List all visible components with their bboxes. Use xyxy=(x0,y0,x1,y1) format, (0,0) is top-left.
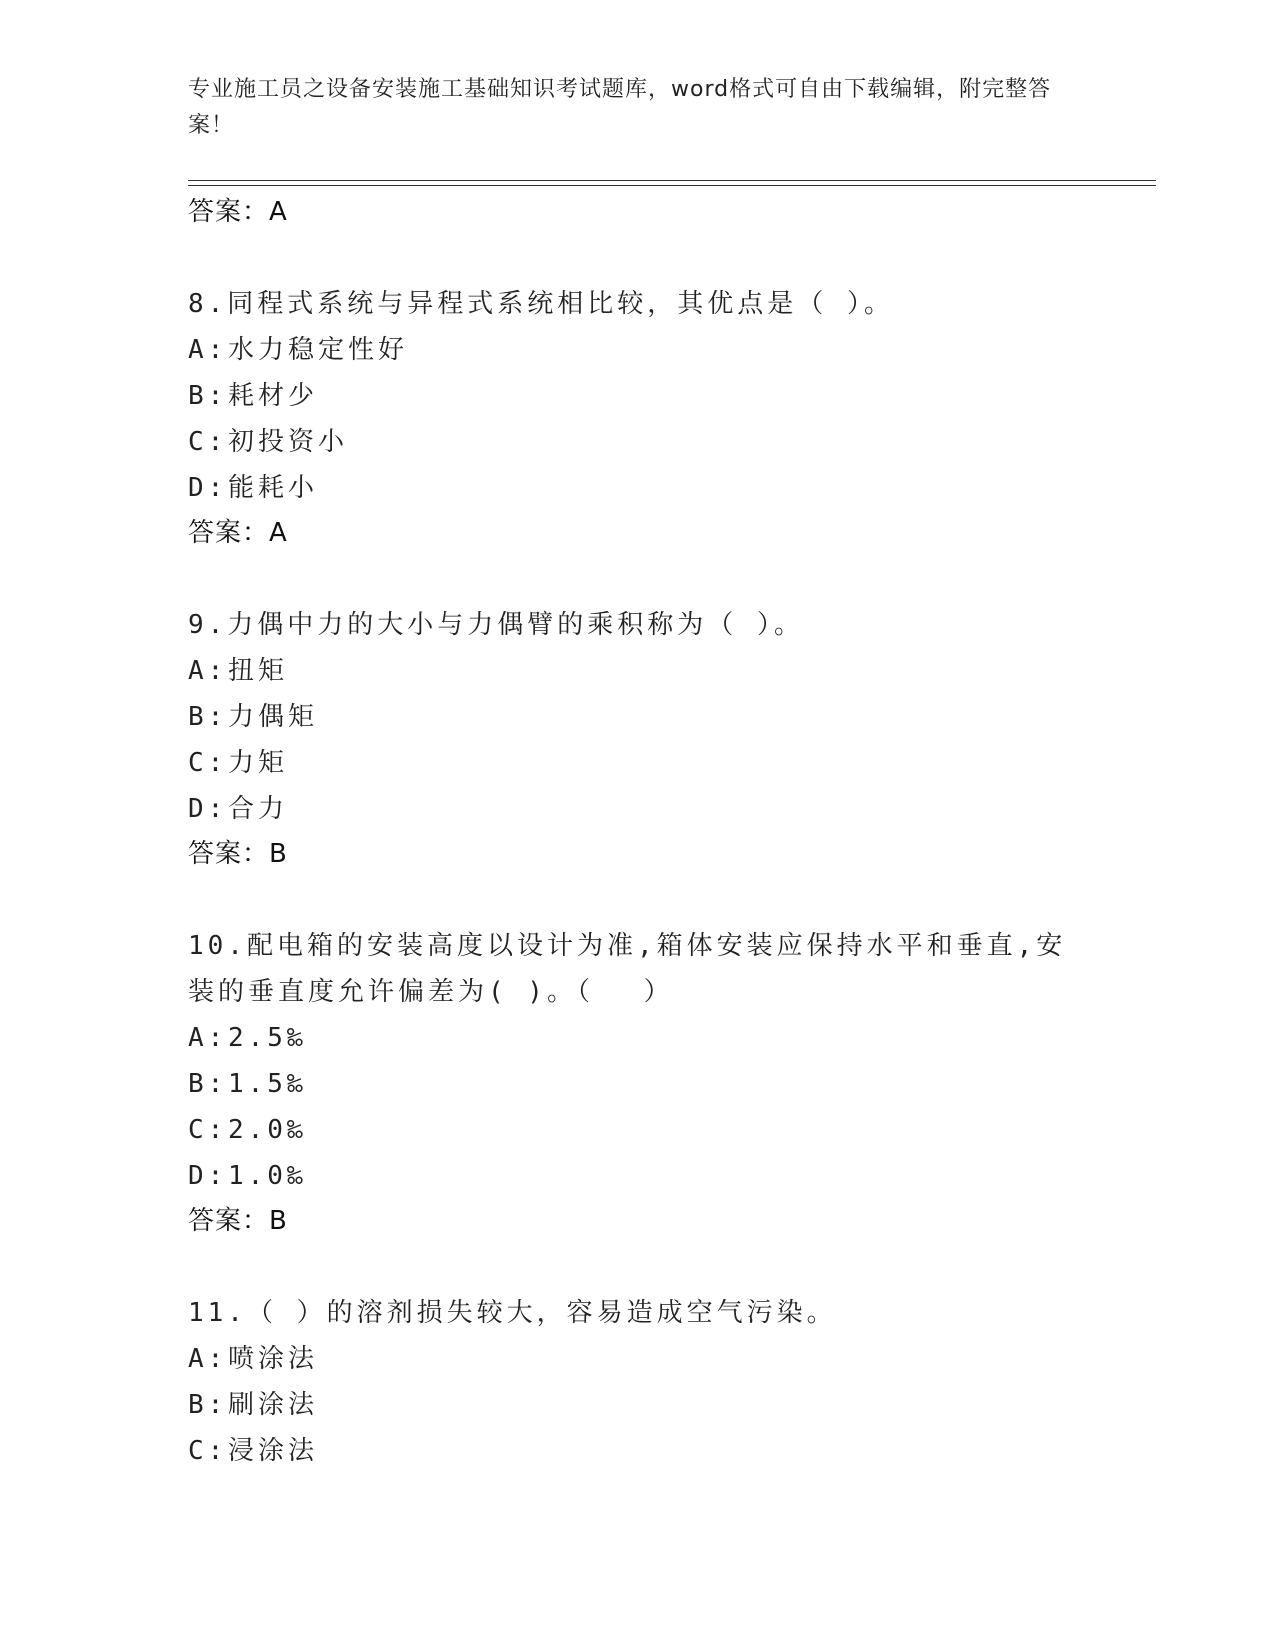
option-letter: C: xyxy=(188,427,228,457)
option-c xyxy=(188,419,1088,465)
option-letter: B: xyxy=(188,1069,228,1099)
answer-label: 答案： xyxy=(188,1206,270,1236)
option-letter: C: xyxy=(188,1115,228,1145)
option-letter: D: xyxy=(188,794,228,824)
question-11 xyxy=(188,1290,1088,1474)
option-b xyxy=(188,694,1088,740)
option-text: 初投资小 xyxy=(228,427,349,457)
option-letter: D: xyxy=(188,473,228,503)
question-stem: 10.配电箱的安装高度以设计为准,箱体安装应保持水平和垂直,安装的垂直度允许偏差为( )。（ ） xyxy=(188,931,1067,1007)
option-a xyxy=(188,1015,1088,1061)
option-d xyxy=(188,786,1088,832)
option-text: 力矩 xyxy=(228,748,289,778)
option-a xyxy=(188,648,1088,694)
option-a xyxy=(188,1336,1088,1382)
option-letter: C: xyxy=(188,748,228,778)
option-d xyxy=(188,1153,1088,1199)
option-a xyxy=(188,327,1088,373)
option-text: 1.5‰ xyxy=(228,1069,307,1099)
answer-value: B xyxy=(269,839,288,869)
option-text: 合力 xyxy=(228,794,289,824)
option-letter: A: xyxy=(188,335,228,365)
option-d xyxy=(188,465,1088,511)
option-letter: C: xyxy=(188,1436,228,1466)
answer-label: 答案： xyxy=(188,197,270,227)
header-divider-bottom xyxy=(188,185,1156,186)
document-header: 专业施工员之设备安装施工基础知识考试题库，word格式可自由下载编辑，附完整答案！ xyxy=(188,77,1052,138)
option-b xyxy=(188,1382,1088,1428)
option-text: 能耗小 xyxy=(228,473,319,503)
option-c xyxy=(188,740,1088,786)
answer-label: 答案： xyxy=(188,839,270,869)
option-text: 刷涂法 xyxy=(228,1390,319,1420)
answer-line xyxy=(188,190,1088,234)
option-letter: A: xyxy=(188,1344,228,1374)
question-9 xyxy=(188,602,1088,876)
option-text: 扭矩 xyxy=(228,656,289,686)
option-letter: A: xyxy=(188,656,228,686)
option-c xyxy=(188,1428,1088,1474)
option-text: 2.0‰ xyxy=(228,1115,307,1145)
header-divider-top xyxy=(188,180,1156,181)
question-stem: 9.力偶中力的大小与力偶臂的乘积称为（ ）。 xyxy=(188,610,804,640)
option-letter: B: xyxy=(188,381,228,411)
option-b xyxy=(188,1061,1088,1107)
option-c xyxy=(188,1107,1088,1153)
answer-label: 答案： xyxy=(188,518,270,548)
question-stem: 11.（ ）的溶剂损失较大，容易造成空气污染。 xyxy=(188,1298,837,1328)
option-text: 1.0‰ xyxy=(228,1161,307,1191)
answer-line xyxy=(188,1199,1088,1243)
option-text: 水力稳定性好 xyxy=(228,335,409,365)
question-stem: 8.同程式系统与异程式系统相比较，其优点是（ ）。 xyxy=(188,289,894,319)
option-text: 喷涂法 xyxy=(228,1344,319,1374)
option-letter: D: xyxy=(188,1161,228,1191)
answer-value: B xyxy=(269,1206,288,1236)
option-letter: B: xyxy=(188,702,228,732)
answer-value: A xyxy=(269,518,288,548)
answer-line xyxy=(188,511,1088,555)
answer-line xyxy=(188,832,1088,876)
answer-value: A xyxy=(269,197,288,227)
option-text: 力偶矩 xyxy=(228,702,319,732)
option-text: 浸涂法 xyxy=(228,1436,319,1466)
question-10 xyxy=(188,923,1088,1243)
option-text: 耗材少 xyxy=(228,381,319,411)
question-8 xyxy=(188,281,1088,555)
option-letter: B: xyxy=(188,1390,228,1420)
question-list xyxy=(188,190,1088,1474)
option-letter: A: xyxy=(188,1023,228,1053)
option-b xyxy=(188,373,1088,419)
option-text: 2.5‰ xyxy=(228,1023,307,1053)
